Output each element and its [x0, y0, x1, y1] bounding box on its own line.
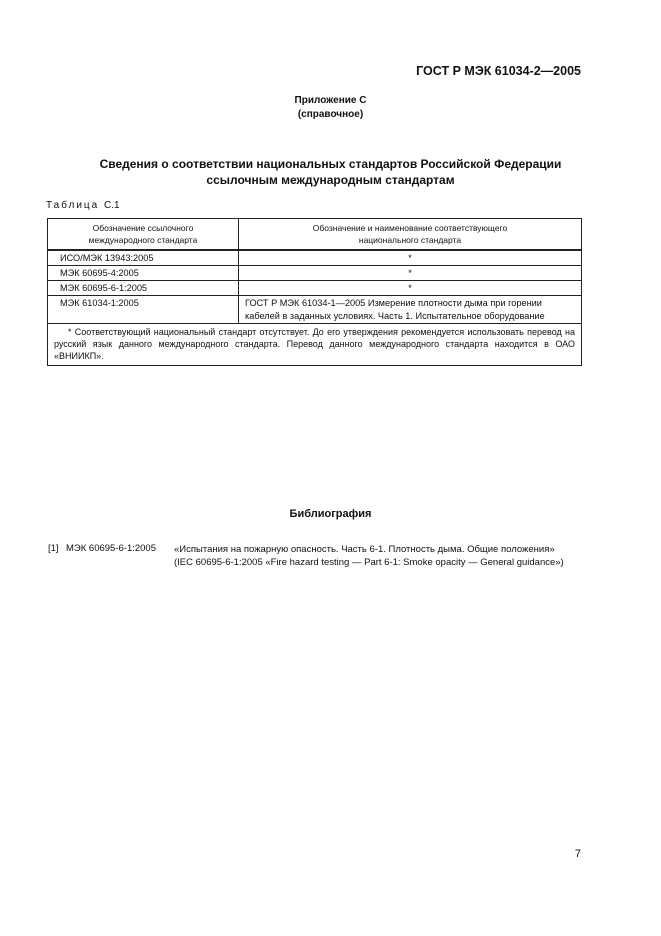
table-cell-national: *	[239, 281, 582, 296]
bibliography-item-text	[174, 543, 584, 569]
table-label-number: С.1	[104, 200, 120, 211]
bibliography-item-ref: МЭК 60695-6-1:2005	[66, 543, 156, 554]
table-note	[48, 324, 582, 366]
table-header-row	[48, 219, 582, 251]
section-title	[60, 156, 601, 188]
table-cell-national-line2: кабелей в заданных условиях. Часть 1. Испытательное оборудование	[245, 310, 545, 321]
appendix-title: Приложение С	[294, 95, 367, 106]
table-cell-national	[239, 296, 582, 324]
bibliography-item-number: [1]	[48, 543, 59, 554]
table-cell-national: *	[239, 266, 582, 281]
document-code: ГОСТ Р МЭК 61034-2—2005	[416, 64, 581, 78]
table-header-national	[239, 219, 582, 251]
section-title-line2: ссылочным международным стандартам	[206, 173, 455, 187]
table-header-ref	[48, 219, 239, 251]
bibliography-item-line1: «Испытания на пожарную опасность. Часть 6-1. Плотность дыма. Общие положения»	[174, 544, 555, 555]
table-cell-national-line1: ГОСТ Р МЭК 61034-1—2005 Измерение плотности дыма при горении	[245, 298, 542, 308]
table-note-text: * Соответствующий национальный стандарт отсутствует. До его утверждения рекомендуется использовать перевод на русский язык данного международного стандарта. Перевод данного международного стандарта находится в ОАО «ВНИИКП».	[54, 327, 575, 361]
table-cell-ref: МЭК 60695-4:2005	[48, 266, 239, 281]
section-title-line1: Сведения о соответствии национальных стандартов Российской Федерации	[99, 157, 562, 171]
bibliography-item-line2: (IEC 60695-6-1:2005 «Fire hazard testing — Part 6-1: Smoke opacity — General guidance»)	[174, 557, 564, 568]
table-header-national-line2: национального стандарта	[358, 235, 462, 245]
table-label-word: Таблица	[46, 200, 100, 211]
appendix-heading	[0, 94, 661, 122]
page-number: 7	[574, 848, 581, 860]
correspondence-table	[47, 218, 582, 366]
table-header-ref-line1: Обозначение ссылочного	[92, 223, 194, 233]
bibliography-title: Библиография	[289, 508, 372, 520]
table-cell-ref: ИСО/МЭК 13943:2005	[48, 250, 239, 266]
table-cell-ref: МЭК 61034-1:2005	[48, 296, 239, 324]
table-row	[48, 250, 582, 266]
appendix-subtitle: (справочное)	[297, 109, 364, 120]
table-cell-ref: МЭК 60695-6-1:2005	[48, 281, 239, 296]
table-row	[48, 296, 582, 324]
table-header-national-line1: Обозначение и наименование соответствующего	[312, 223, 508, 233]
table-row	[48, 266, 582, 281]
table-header-ref-line2: международного стандарта	[88, 235, 198, 245]
table-row	[48, 281, 582, 296]
table-cell-national: *	[239, 250, 582, 266]
table-note-row	[48, 324, 582, 366]
table-label	[46, 200, 120, 211]
